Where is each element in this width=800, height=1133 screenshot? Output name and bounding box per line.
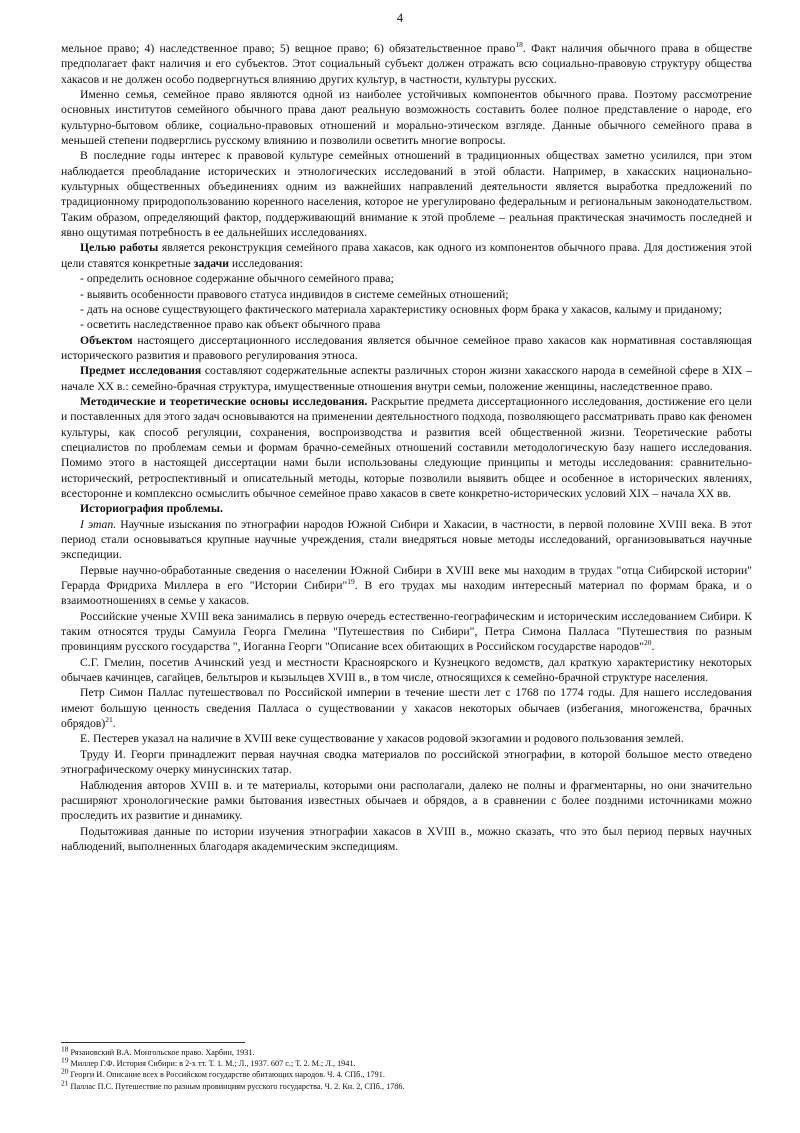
main-text: [61, 41, 752, 854]
term-goal: Целью работы: [80, 241, 159, 255]
task-item: - выявить особенности правового статуса индивидов в системе семейных отношений;: [80, 287, 509, 301]
footnote: $^{20}$ Георги И. Описание всех в Российском государстве обитающих народов. Ч. 4. СПб., 1791.: [61, 1066, 385, 1080]
footnote-divider: [61, 1042, 245, 1043]
paragraph-goal: Целью работы является реконструкция семейного права хакасов, как одного из компонентов обычного права. Для достижения этой цели ставятся конкретные задачи исследования:: [61, 241, 752, 270]
paragraph: В последние годы интерес к правовой культуре семейных отношений в традиционных обществах заметно усилился, при этом наблюдается преобладание исторических и этнологических исследований в этой области. Например, в хакасских национально-культурных общественных объединениях одним из важнейших направлений деятельности является выработка предложений по традиционному природопользованию коренного населения, которое не урегулировано федеральным и региональным законодательством. Таким образом, определяющий фактор, поддерживающий внимание к этой проблеме – реальная практическая значимость последней и явно ощутимая потребность в ее дальнейших исследованиях.: [61, 149, 752, 240]
task-item: - определить основное содержание обычного семейного права;: [80, 272, 394, 286]
footnote-ref[interactable]: 19: [347, 577, 355, 587]
term-tasks: задачи: [193, 256, 229, 270]
footnote-ref[interactable]: 20: [644, 638, 652, 648]
footnotes: [61, 1044, 752, 1092]
footnote: $^{21}$ Паллас П.С. Путешествие по разным провинциям русского государства. Ч. 2. Кн. 2, СПб., 1786.: [61, 1077, 405, 1091]
paragraph: Е. Пестерев указал на наличие в XVIII веке существование у хакасов родовой экзогамии и родового пользования землей.: [80, 732, 684, 746]
paragraph: мельное право; 4) наследственное право; 5) вещное право; 6) обязательственное право$^{18}$. Факт наличия обычного права в обществе предполагает факт наличия и его субъектов. Этот социальный субъект должен отражать всю социально-правовую структуру общества хакасов и не должен особо подвергнуться влиянию других культур, в частности, культуры русских.: [61, 40, 753, 86]
paragraph-subject: Предмет исследования составляют содержательные аспекты различных сторон жизни хакасского народа в семейной сфере в XIX – начале XX в.: семейно-брачная структура, имущественные отношения внутри семьи, положение женщины, наследственное право.: [61, 364, 752, 393]
paragraph-stage: I этап. Научные изыскания по этнографии народов Южной Сибири и Хакасии, в частности, в первой половине XVIII века. В этот период стали основываться крупные научные учреждения, стали внедряться новые методы исследований, организовываться научные экспедиции.: [61, 517, 752, 562]
task-item: - осветить наследственное право как объект обычного права: [80, 318, 381, 332]
footnote: $^{19}$ Миллер Г.Ф. История Сибири: в 2-х тт. Т. 1. М.; Л., 1937. 607 с.; Т. 2. М.; Л., 1941.: [61, 1055, 356, 1069]
term-subject: Предмет исследования: [80, 364, 202, 378]
footnote-ref[interactable]: 18: [515, 40, 523, 50]
stage-label: I этап.: [80, 517, 117, 531]
footnote: $^{18}$ Рязановский В.А. Монгольское право. Харбин, 1931.: [61, 1044, 255, 1057]
paragraph: Петр Симон Паллас путешествовал по Российской империи в течение шести лет с 1768 по 1774 годы. Для нашего исследования имеют большую ценность сведения Палласа о существовании у хакасов некоторых обычаев (избегания, многоженства, брачных обрядов)$^{21}$.: [61, 686, 752, 731]
term-methods: Методические и теоретические основы исследования.: [80, 394, 368, 408]
paragraph-object: Объектом настоящего диссертационного исследования является обычное семейное право хакасов как нормативная составляющая исторического развития и правового регулирования этноса.: [61, 333, 752, 362]
paragraph: Именно семья, семейное право являются одной из наиболее устойчивых компонентов обычного права. Поэтому рассмотрение основных институтов семейного обычного права дают реальную возможность составить более полное представление о народе, его культурно-бытовом облике, социально-правовых отношений и морально-этическом взгляде. Данные обычного семейного права в меньшей степени подверглись русскому влиянию и позволили осветить многие вопросы.: [61, 88, 752, 148]
page-number: 4: [396, 11, 404, 25]
paragraph: С.Г. Гмелин, посетив Ачинский уезд и местности Красноярского и Кузнецкого ведомств, дал краткую характеристику некоторых обычаев качинцев, сагайцев, бельтыров и кызыльцев XVIII в., в том числе, относящихся к семейно-брачной структуре населения.: [61, 655, 752, 685]
term-object: Объектом: [80, 333, 133, 347]
paragraph: Труду И. Георги принадлежит первая научная сводка материалов по российской этнографии, в которой большое место отведено этнографическому очерку минусинских татар.: [61, 747, 752, 777]
task-item: - дать на основе существующего фактического материала характеристику основных форм брака у хакасов, калыму и приданому;: [80, 302, 723, 316]
paragraph-methods: Методические и теоретические основы исследования. Раскрытие предмета диссертационного исследования, достижение его цели и поставленных для этого задач основываются на применении деятельностного подхода, позволяющего рассматривать право как феномен культуры, как способ регуляции, сохранения, воспроизводства и развития всей общественной жизни. Теоретические работы специалистов по проблемам семьи и формам брачно-семейных отношений составили методологическую базу нашего исследования. Помимо этого в настоящей диссертации нами были использованы следующие принципы и методы исследования: сравнительно-исторический, ретроспективный и описательный методы, которые позволили выявить общее и особенное в исторических явлениях, всесторонне и комплексно осмыслить обычное семейное право хакасов в свете конкретно-исторических условий XIX – начала XX вв.: [61, 394, 752, 500]
paragraph: Наблюдения авторов XVIII в. и те материалы, которыми они располагали, далеко не полны и фрагментарны, но они значительно расширяют хронологические рамки бытования известных обычаев и обрядов, а в сравнении с более поздними источниками можно проследить их развитие и динамику.: [61, 778, 752, 823]
footnote-ref[interactable]: 21: [105, 715, 113, 725]
paragraph: Подытоживая данные по истории изучения этнографии хакасов в XVIII в., можно сказать, что это был период первых научных наблюдений, выполненных благодаря академическим экспедициям.: [61, 824, 752, 853]
paragraph: Российские ученые XVIII века занимались в первую очередь естественно-географическим и историческим исследованием Сибири. К таким относятся труды Самуила Георга Гмелина "Путешествия по Сибири", Петра Симона Палласа "Путешествия по разным провинциям русского государства ", Иоганна Георги "Описание всех обитающих в Российском государстве народов"$^{20}$.: [61, 609, 752, 654]
section-heading-historiography: Историография проблемы.: [80, 502, 223, 516]
paragraph: Первые научно-обработанные сведения о населении Южной Сибири в XVIII веке мы находим в трудах "отца Сибирской истории" Герарда Фридриха Миллера в его "Истории Сибири"$^{19}$. В его трудах мы находим интересный материал по формам брака, и о взаимоотношениях в семье у хакасов.: [61, 563, 752, 608]
